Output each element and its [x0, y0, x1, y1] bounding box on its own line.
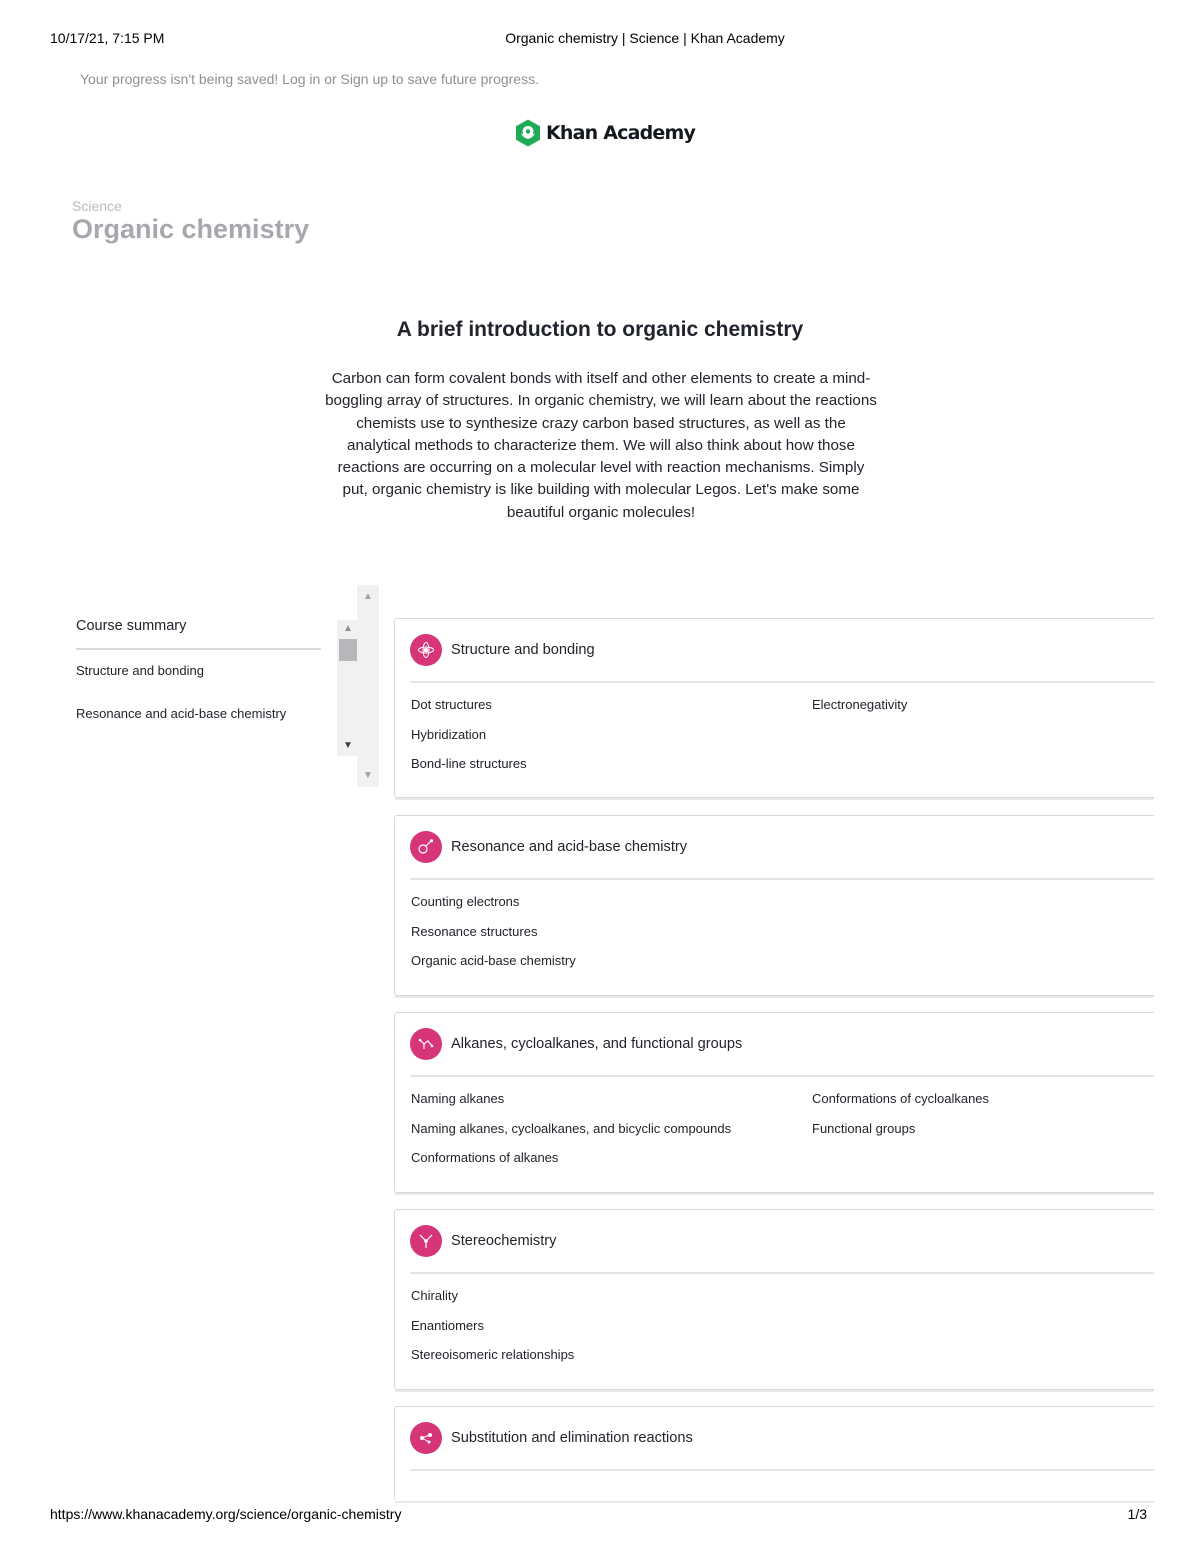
- lesson-list: [411, 880, 1154, 968]
- atom-structure-icon: [410, 634, 442, 666]
- stereo-molecule-icon: [410, 1225, 442, 1257]
- reaction-icon: [410, 1422, 442, 1454]
- lesson-link[interactable]: Hybridization: [411, 727, 487, 742]
- print-header: [50, 30, 1150, 50]
- sidebar-scroll-down-arrow-icon[interactable]: ▼: [343, 740, 353, 751]
- lesson-link[interactable]: Naming alkanes, cycloalkanes, and bicyclic compounds: [411, 1121, 732, 1136]
- lesson-list: [411, 683, 1154, 771]
- unit-card-alkanes: [394, 1012, 1154, 1193]
- sidebar-scroll-up-arrow-icon[interactable]: ▲: [343, 623, 353, 634]
- logo-wordmark: Khan Academy: [546, 122, 696, 144]
- lesson-link[interactable]: Functional groups: [812, 1121, 916, 1136]
- intro-body: Carbon can form covalent bonds with itself and other elements to create a mind-boggling array of structures. In organic chemistry, we will learn about the reactions chemists use to synthesize crazy carbon based structures, as well as the analytical methods to characterize them. We will also think about how those reactions are occurring on a molecular level with reaction mechanisms. Simply put, organic chemistry is like building with molecular Legos. Let's make some beautiful organic molecules!: [325, 370, 877, 521]
- lesson-list: [411, 1077, 1154, 1165]
- outer-scrollbar[interactable]: [357, 585, 379, 787]
- print-footer: [50, 1506, 1150, 1522]
- unit-title[interactable]: Stereochemistry: [451, 1233, 557, 1249]
- khan-academy-logo-icon: [513, 118, 543, 148]
- unit-header[interactable]: [410, 816, 1154, 880]
- unit-card-resonance-and-acid-base: [394, 815, 1154, 996]
- lesson-link[interactable]: Conformations of cycloalkanes: [812, 1091, 990, 1106]
- lesson-link[interactable]: Enantiomers: [411, 1318, 484, 1333]
- alkane-chain-icon: [410, 1028, 442, 1060]
- lesson-link[interactable]: Bond-line structures: [411, 756, 527, 771]
- unit-header[interactable]: [410, 1210, 1154, 1274]
- sidebar-course-summary[interactable]: Course summary: [76, 618, 321, 650]
- unit-title[interactable]: Resonance and acid-base chemistry: [451, 839, 688, 855]
- sidebar-scrollbar[interactable]: [337, 620, 359, 756]
- lesson-link[interactable]: Resonance structures: [411, 924, 538, 939]
- sidebar-scroll-thumb[interactable]: [339, 639, 357, 661]
- print-datetime: 10/17/21, 7:15 PM: [50, 30, 165, 46]
- molecule-resonance-icon: [410, 831, 442, 863]
- lesson-link[interactable]: Conformations of alkanes: [411, 1150, 559, 1165]
- unit-title[interactable]: Structure and bonding: [451, 642, 595, 658]
- lesson-link[interactable]: Dot structures: [411, 697, 492, 712]
- unit-header[interactable]: [410, 619, 1154, 683]
- lesson-link[interactable]: Counting electrons: [411, 894, 520, 909]
- lesson-link[interactable]: Stereoisomeric relationships: [411, 1347, 575, 1362]
- progress-banner: Your progress isn't being saved! Log in or Sign up to save future progress.: [80, 71, 539, 87]
- unit-card-stereochemistry: [394, 1209, 1154, 1390]
- print-page-count: 1/3: [1127, 1506, 1147, 1522]
- unit-card-substitution-elimination: [394, 1406, 1154, 1500]
- course-sidebar: [76, 618, 321, 721]
- unit-header[interactable]: [410, 1407, 1154, 1471]
- lesson-list: [411, 1274, 1154, 1362]
- khan-academy-logo[interactable]: [513, 117, 695, 149]
- sidebar-item-resonance[interactable]: Resonance and acid-base chemistry: [76, 706, 287, 721]
- lesson-link[interactable]: Naming alkanes: [411, 1091, 505, 1106]
- unit-title[interactable]: Substitution and elimination reactions: [451, 1430, 693, 1446]
- unit-title[interactable]: Alkanes, cycloalkanes, and functional groups: [451, 1036, 743, 1052]
- lesson-link[interactable]: Organic acid-base chemistry: [411, 953, 576, 968]
- unit-card-structure-and-bonding: [394, 618, 1154, 798]
- intro-heading: A brief introduction to organic chemistry: [396, 318, 804, 341]
- lesson-link[interactable]: Chirality: [411, 1288, 458, 1303]
- sidebar-item-structure-and-bonding[interactable]: Structure and bonding: [76, 663, 204, 678]
- scroll-up-arrow-icon[interactable]: ▲: [363, 591, 373, 602]
- unit-header[interactable]: [410, 1013, 1154, 1077]
- lesson-link[interactable]: Electronegativity: [812, 697, 908, 712]
- breadcrumb[interactable]: Science: [72, 198, 122, 214]
- scroll-down-arrow-icon[interactable]: ▼: [363, 770, 373, 781]
- print-url: https://www.khanacademy.org/science/organic-chemistry: [50, 1506, 402, 1522]
- page-title: Organic chemistry: [72, 214, 310, 244]
- print-document-title: Organic chemistry | Science | Khan Academy: [505, 30, 785, 46]
